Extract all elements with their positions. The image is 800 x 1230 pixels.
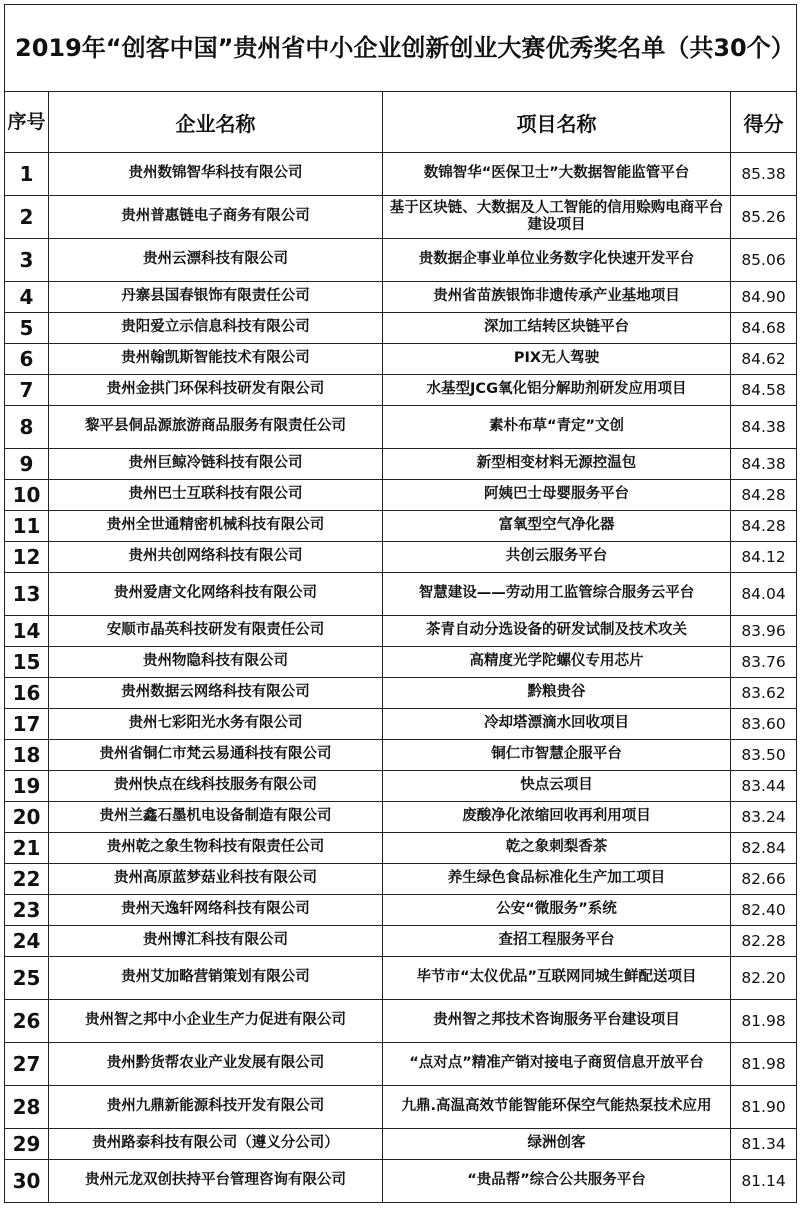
table-row	[5, 678, 797, 709]
seq-cell: 17	[5, 709, 49, 740]
table-row	[5, 282, 797, 313]
seq-cell: 28	[5, 1086, 49, 1129]
company-cell: 安顺市晶英科技研发有限责任公司	[49, 616, 383, 647]
score-cell: 81.98	[731, 1043, 797, 1086]
seq-cell: 13	[5, 573, 49, 616]
company-cell: 贵州省铜仁市梵云易通科技有限公司	[49, 740, 383, 771]
project-cell: 素朴布草“青定”文创	[383, 406, 731, 449]
table-row	[5, 864, 797, 895]
company-cell: 贵州乾之象生物科技有限责任公司	[49, 833, 383, 864]
score-cell: 83.24	[731, 802, 797, 833]
table-row	[5, 1129, 797, 1160]
project-cell: “贵品帮”综合公共服务平台	[383, 1160, 731, 1203]
table-row	[5, 1000, 797, 1043]
score-cell: 83.96	[731, 616, 797, 647]
project-cell: 养生绿色食品标准化生产加工项目	[383, 864, 731, 895]
score-cell: 84.90	[731, 282, 797, 313]
header-company: 企业名称	[49, 92, 383, 153]
project-cell: 快点云项目	[383, 771, 731, 802]
table-row	[5, 573, 797, 616]
table-row	[5, 375, 797, 406]
project-cell: “点对点”精准产销对接电子商贸信息开放平台	[383, 1043, 731, 1086]
score-cell: 83.44	[731, 771, 797, 802]
company-cell: 贵州智之邦中小企业生产力促进有限公司	[49, 1000, 383, 1043]
table-row	[5, 740, 797, 771]
score-cell: 82.20	[731, 957, 797, 1000]
company-cell: 贵州全世通精密机械科技有限公司	[49, 511, 383, 542]
score-cell: 84.58	[731, 375, 797, 406]
table-row	[5, 542, 797, 573]
score-cell: 84.12	[731, 542, 797, 573]
seq-cell: 5	[5, 313, 49, 344]
project-cell: 贵数据企事业单位业务数字化快速开发平台	[383, 239, 731, 282]
table-row	[5, 1086, 797, 1129]
project-cell: 查招工程服务平台	[383, 926, 731, 957]
company-cell: 贵州巨鲸冷链科技有限公司	[49, 449, 383, 480]
seq-cell: 26	[5, 1000, 49, 1043]
seq-cell: 4	[5, 282, 49, 313]
score-cell: 85.38	[731, 153, 797, 196]
project-cell: 公安“微服务”系统	[383, 895, 731, 926]
score-cell: 84.68	[731, 313, 797, 344]
header-seq: 序号	[5, 92, 49, 153]
seq-cell: 27	[5, 1043, 49, 1086]
project-cell: 毕节市“太仪优品”互联网同城生鲜配送项目	[383, 957, 731, 1000]
seq-cell: 20	[5, 802, 49, 833]
table-row	[5, 406, 797, 449]
project-cell: 深加工结转区块链平台	[383, 313, 731, 344]
score-cell: 81.98	[731, 1000, 797, 1043]
table-row	[5, 449, 797, 480]
company-cell: 贵州路泰科技有限公司（遵义分公司）	[49, 1129, 383, 1160]
project-cell: 废酸净化浓缩回收再利用项目	[383, 802, 731, 833]
score-cell: 82.84	[731, 833, 797, 864]
company-cell: 贵州物隐科技有限公司	[49, 647, 383, 678]
company-cell: 贵州数据云网络科技有限公司	[49, 678, 383, 709]
company-cell: 贵州元龙双创扶持平台管理咨询有限公司	[49, 1160, 383, 1203]
table-row	[5, 771, 797, 802]
header-project: 项目名称	[383, 92, 731, 153]
table-body	[5, 153, 797, 1203]
table-row	[5, 957, 797, 1000]
header-row	[5, 92, 797, 153]
table-row	[5, 647, 797, 678]
score-cell: 85.26	[731, 196, 797, 239]
seq-cell: 9	[5, 449, 49, 480]
seq-cell: 23	[5, 895, 49, 926]
project-cell: 茶青自动分选设备的研发试制及技术攻关	[383, 616, 731, 647]
seq-cell: 25	[5, 957, 49, 1000]
table-row	[5, 153, 797, 196]
project-cell: 共创云服务平台	[383, 542, 731, 573]
company-cell: 贵州共创网络科技有限公司	[49, 542, 383, 573]
seq-cell: 16	[5, 678, 49, 709]
table-row	[5, 802, 797, 833]
company-cell: 贵州博汇科技有限公司	[49, 926, 383, 957]
project-cell: PIX无人驾驶	[383, 344, 731, 375]
company-cell: 贵州黔货帮农业产业发展有限公司	[49, 1043, 383, 1086]
project-cell: 冷却塔漂滴水回收项目	[383, 709, 731, 740]
company-cell: 丹寨县国春银饰有限责任公司	[49, 282, 383, 313]
score-cell: 81.34	[731, 1129, 797, 1160]
company-cell: 贵州天逸轩网络科技有限公司	[49, 895, 383, 926]
score-cell: 83.76	[731, 647, 797, 678]
project-cell: 贵州省苗族银饰非遗传承产业基地项目	[383, 282, 731, 313]
award-list-document	[4, 4, 796, 1226]
seq-cell: 22	[5, 864, 49, 895]
score-cell: 81.90	[731, 1086, 797, 1129]
seq-cell: 29	[5, 1129, 49, 1160]
seq-cell: 3	[5, 239, 49, 282]
seq-cell: 19	[5, 771, 49, 802]
company-cell: 贵州九鼎新能源科技开发有限公司	[49, 1086, 383, 1129]
score-cell: 82.66	[731, 864, 797, 895]
project-cell: 水基型JCG氧化铝分解助剂研发应用项目	[383, 375, 731, 406]
award-table	[4, 4, 797, 1203]
company-cell: 贵州兰鑫石墨机电设备制造有限公司	[49, 802, 383, 833]
seq-cell: 2	[5, 196, 49, 239]
company-cell: 黎平县侗品源旅游商品服务有限责任公司	[49, 406, 383, 449]
score-cell: 84.28	[731, 480, 797, 511]
table-row	[5, 1043, 797, 1086]
company-cell: 贵州爱唐文化网络科技有限公司	[49, 573, 383, 616]
score-cell: 84.62	[731, 344, 797, 375]
seq-cell: 30	[5, 1160, 49, 1203]
seq-cell: 11	[5, 511, 49, 542]
table-row	[5, 709, 797, 740]
score-cell: 84.38	[731, 406, 797, 449]
project-cell: 数锦智华“医保卫士”大数据智能监管平台	[383, 153, 731, 196]
table-row	[5, 480, 797, 511]
score-cell: 82.28	[731, 926, 797, 957]
score-cell: 83.50	[731, 740, 797, 771]
seq-cell: 6	[5, 344, 49, 375]
project-cell: 贵州智之邦技术咨询服务平台建设项目	[383, 1000, 731, 1043]
score-cell: 83.60	[731, 709, 797, 740]
seq-cell: 21	[5, 833, 49, 864]
company-cell: 贵州七彩阳光水务有限公司	[49, 709, 383, 740]
seq-cell: 8	[5, 406, 49, 449]
table-row	[5, 196, 797, 239]
seq-cell: 18	[5, 740, 49, 771]
seq-cell: 14	[5, 616, 49, 647]
seq-cell: 1	[5, 153, 49, 196]
score-cell: 81.14	[731, 1160, 797, 1203]
seq-cell: 15	[5, 647, 49, 678]
project-cell: 新型相变材料无源控温包	[383, 449, 731, 480]
project-cell: 九鼎.高温高效节能智能环保空气能热泵技术应用	[383, 1086, 731, 1129]
seq-cell: 24	[5, 926, 49, 957]
score-cell: 85.06	[731, 239, 797, 282]
project-cell: 富氧型空气净化器	[383, 511, 731, 542]
project-cell: 智慧建设——劳动用工监管综合服务云平台	[383, 573, 731, 616]
company-cell: 贵州普惠链电子商务有限公司	[49, 196, 383, 239]
project-cell: 阿姨巴士母婴服务平台	[383, 480, 731, 511]
table-row	[5, 344, 797, 375]
table-row	[5, 833, 797, 864]
table-row	[5, 511, 797, 542]
table-row	[5, 1160, 797, 1203]
company-cell: 贵州高原蓝梦菇业科技有限公司	[49, 864, 383, 895]
company-cell: 贵州快点在线科技服务有限公司	[49, 771, 383, 802]
seq-cell: 10	[5, 480, 49, 511]
table-row	[5, 926, 797, 957]
company-cell: 贵州巴士互联科技有限公司	[49, 480, 383, 511]
score-cell: 84.38	[731, 449, 797, 480]
company-cell: 贵州数锦智华科技有限公司	[49, 153, 383, 196]
table-row	[5, 313, 797, 344]
project-cell: 基于区块链、大数据及人工智能的信用赊购电商平台建设项目	[383, 196, 731, 239]
company-cell: 贵州云漂科技有限公司	[49, 239, 383, 282]
score-cell: 84.04	[731, 573, 797, 616]
project-cell: 铜仁市智慧企服平台	[383, 740, 731, 771]
company-cell: 贵州金拱门环保科技研发有限公司	[49, 375, 383, 406]
score-cell: 84.28	[731, 511, 797, 542]
project-cell: 乾之象刺梨香茶	[383, 833, 731, 864]
seq-cell: 7	[5, 375, 49, 406]
project-cell: 高精度光学陀螺仪专用芯片	[383, 647, 731, 678]
header-score: 得分	[731, 92, 797, 153]
company-cell: 贵州艾加略营销策划有限公司	[49, 957, 383, 1000]
table-row	[5, 895, 797, 926]
score-cell: 83.62	[731, 678, 797, 709]
company-cell: 贵阳爱立示信息科技有限公司	[49, 313, 383, 344]
company-cell: 贵州翰凯斯智能技术有限公司	[49, 344, 383, 375]
project-cell: 绿洲创客	[383, 1129, 731, 1160]
table-row	[5, 239, 797, 282]
seq-cell: 12	[5, 542, 49, 573]
project-cell: 黔粮贵谷	[383, 678, 731, 709]
score-cell: 82.40	[731, 895, 797, 926]
table-row	[5, 616, 797, 647]
table-title: 2019年“创客中国”贵州省中小企业创新创业大赛优秀奖名单（共30个）	[5, 5, 797, 92]
